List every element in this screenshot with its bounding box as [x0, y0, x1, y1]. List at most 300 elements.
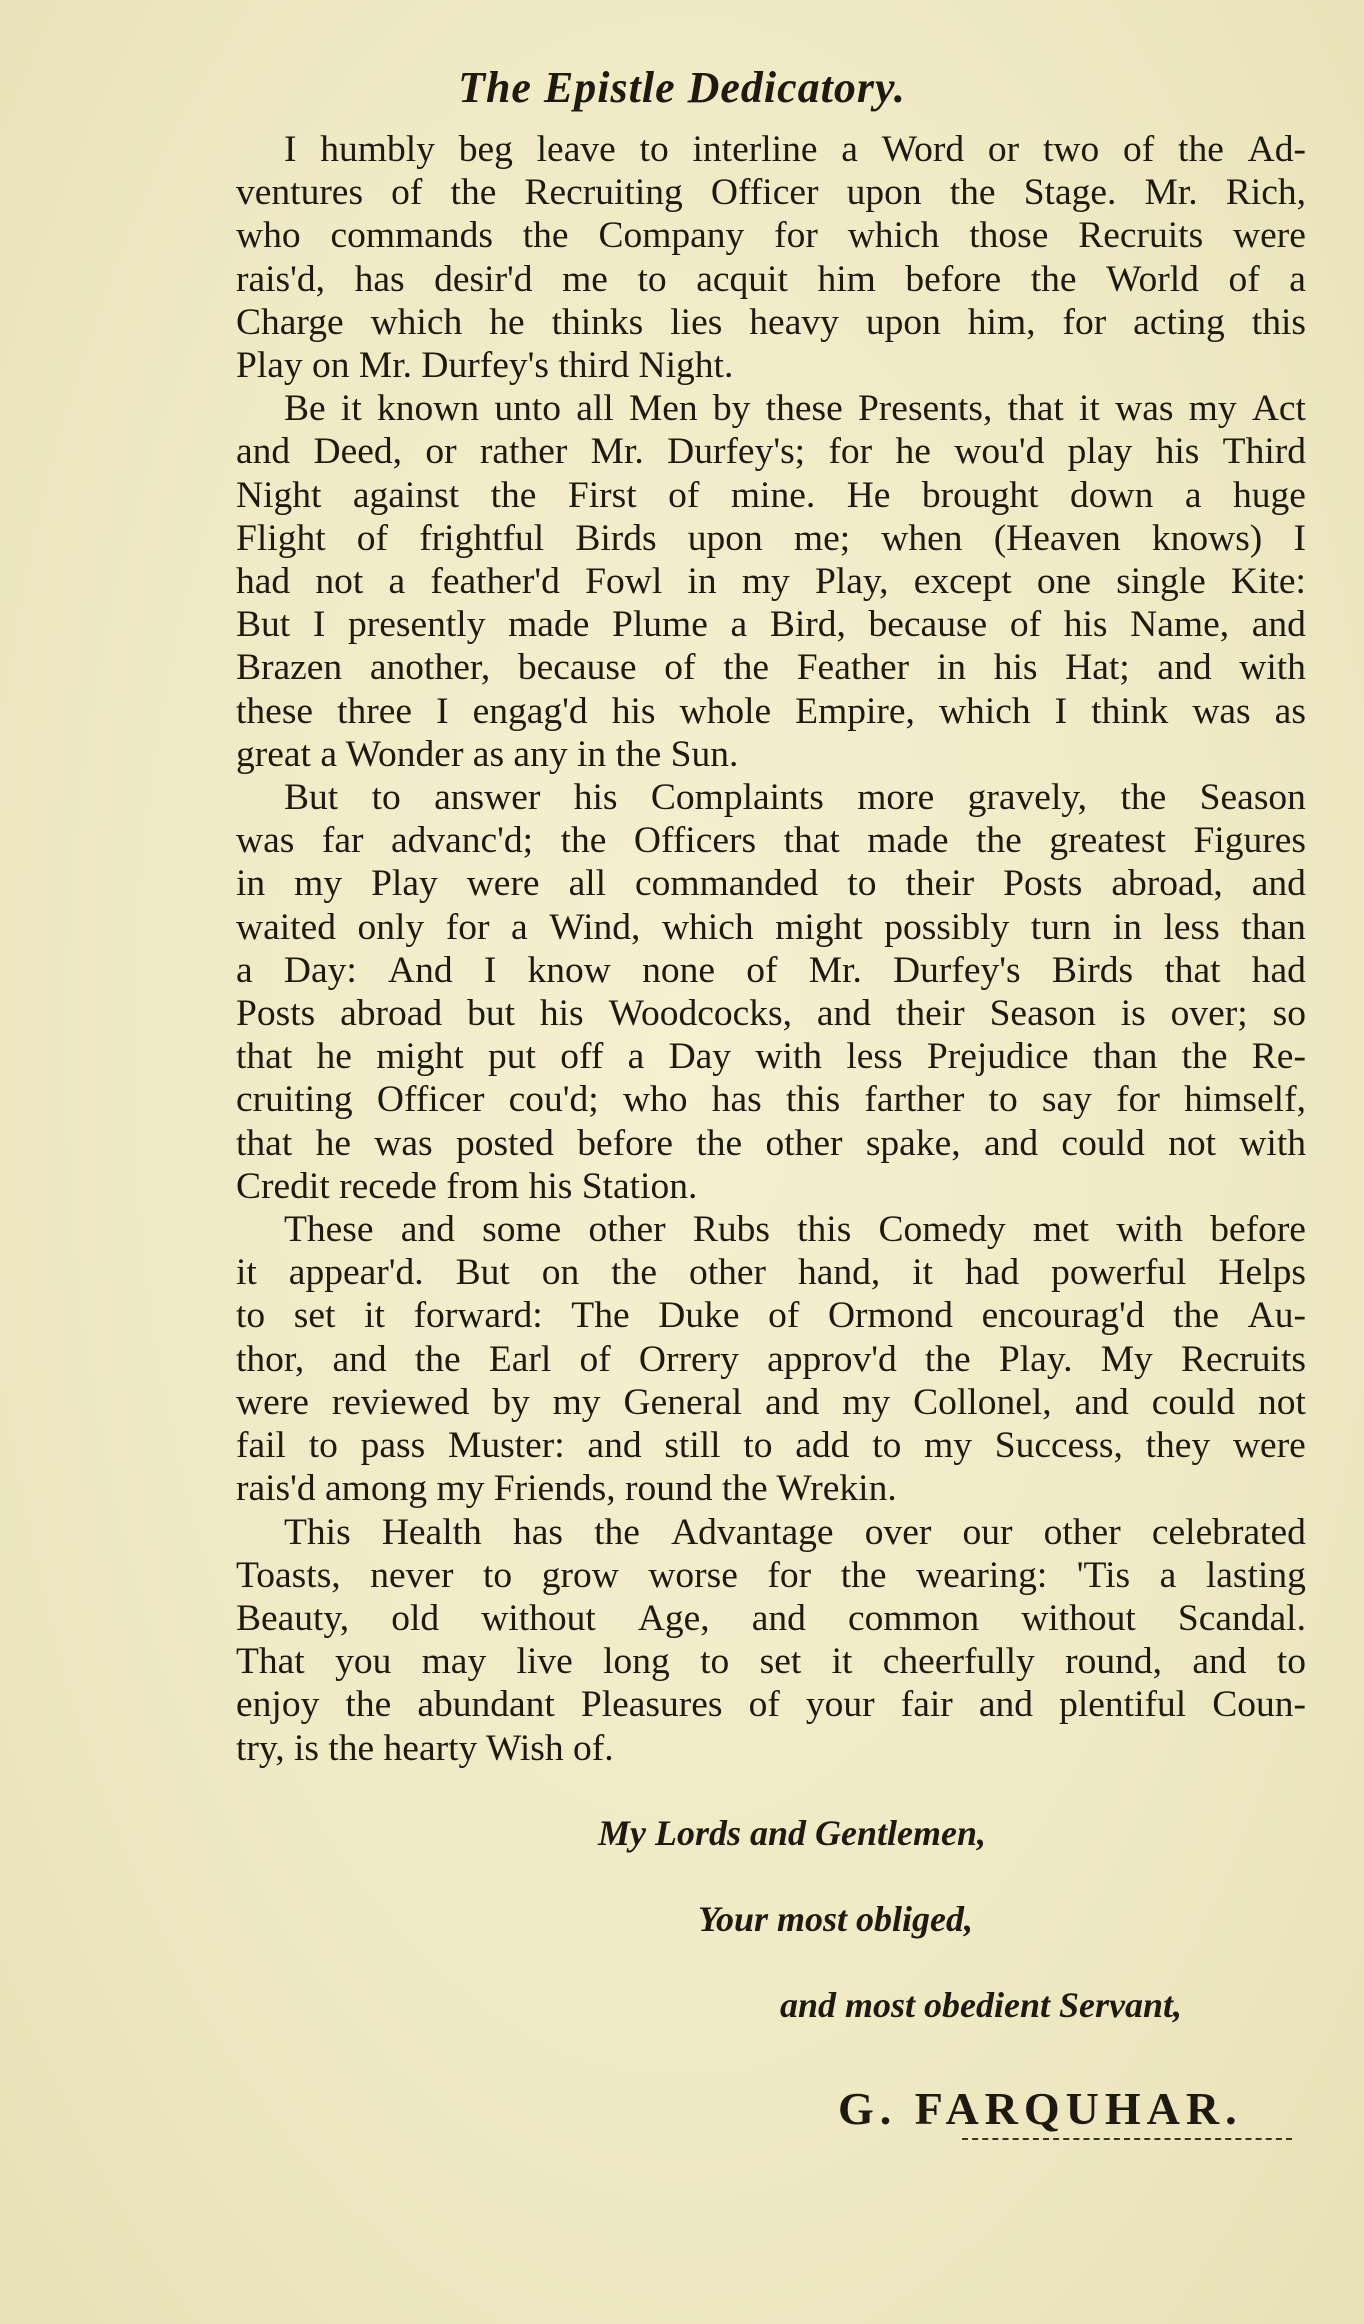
word: Figures — [1193, 820, 1306, 862]
word: because — [517, 647, 637, 689]
word: brought — [921, 474, 1039, 516]
word: Woodcocks, — [608, 993, 792, 1035]
word: Kite: — [1230, 561, 1306, 603]
text-line — [236, 1078, 1306, 1121]
text-line: Play on Mr. Durfey's third Night. — [236, 345, 734, 387]
word: their — [895, 993, 965, 1035]
word: to — [847, 863, 877, 905]
text-line — [236, 1035, 1306, 1078]
text-line — [236, 1511, 1306, 1554]
word: Durfey's; — [667, 431, 806, 473]
word: the — [949, 172, 996, 214]
word: approv'd — [767, 1338, 897, 1380]
word: not — [315, 561, 364, 603]
word: and — [1157, 647, 1212, 689]
word: and — [765, 1381, 820, 1423]
word: Muster: — [448, 1425, 565, 1467]
word: by — [492, 1381, 530, 1423]
word: my — [552, 1381, 601, 1423]
word: engag'd — [472, 690, 588, 732]
word: rather — [479, 431, 568, 473]
word: before — [1210, 1209, 1306, 1251]
word: who — [236, 215, 301, 257]
word: that — [783, 820, 840, 862]
word: none — [642, 949, 715, 991]
word: wearing: — [916, 1554, 1048, 1596]
word: that — [1164, 949, 1221, 991]
text-line — [236, 258, 1306, 301]
word: Au- — [1247, 1295, 1306, 1337]
text-line — [236, 128, 1306, 171]
word: but — [467, 993, 515, 1035]
word: old — [391, 1597, 440, 1639]
word: Empire, — [795, 690, 915, 732]
text-line — [236, 474, 1306, 517]
text-line — [236, 301, 1306, 344]
word: abroad, — [1111, 863, 1223, 905]
word: he — [315, 1122, 351, 1164]
word: a — [1184, 474, 1202, 516]
word: desir'd — [434, 258, 533, 300]
word: possibly — [884, 906, 1010, 948]
word: Posts — [1003, 863, 1083, 905]
word: to — [236, 1295, 266, 1337]
word: 'Tis — [1076, 1554, 1131, 1596]
word: this — [1251, 301, 1306, 343]
text-line: try, is the hearty Wish of. — [236, 1727, 614, 1769]
word: My — [1100, 1338, 1153, 1380]
word: pass — [360, 1425, 426, 1467]
word: by — [712, 388, 751, 430]
word: with — [755, 1036, 823, 1078]
text-line — [236, 517, 1306, 560]
word: a — [511, 906, 528, 948]
closing-line-servant: and most obedient Servant, — [780, 1985, 1183, 2025]
word: Name, — [1130, 604, 1230, 646]
word: abundant — [417, 1684, 555, 1726]
word: less — [846, 1036, 903, 1078]
text-line — [236, 603, 1306, 646]
word: Durfey's — [893, 949, 1021, 991]
text-line — [236, 1381, 1306, 1424]
word: because — [868, 604, 988, 646]
word: frightful — [419, 517, 545, 559]
word: humbly — [320, 129, 435, 170]
word: cheerfully — [882, 1641, 1035, 1683]
text-line — [236, 430, 1306, 473]
text-line — [236, 819, 1306, 862]
word: has — [512, 1511, 563, 1553]
word: it — [912, 1252, 934, 1294]
text-line — [236, 1122, 1306, 1165]
word: of — [1009, 604, 1042, 646]
word: other — [765, 1122, 843, 1164]
word: Fowl — [585, 561, 663, 603]
text-line — [236, 1208, 1306, 1251]
word: has — [354, 258, 405, 300]
word: a — [1289, 258, 1306, 300]
word: off — [560, 1036, 604, 1078]
word: Feather — [796, 647, 910, 689]
word: Collonel, — [913, 1381, 1052, 1423]
word: put — [488, 1036, 536, 1078]
word: Plume — [612, 604, 708, 646]
word: Beauty, — [236, 1597, 350, 1639]
word: the — [560, 820, 607, 862]
word: before — [905, 258, 1002, 300]
word: he — [316, 1036, 352, 1078]
word: only — [357, 906, 425, 948]
word: it — [831, 1641, 853, 1683]
word: was — [1192, 690, 1251, 732]
word: of — [1123, 129, 1155, 170]
word: that — [236, 1122, 293, 1164]
text-line — [236, 214, 1306, 257]
word: he — [895, 431, 931, 473]
word: He — [846, 474, 891, 516]
word: it — [236, 1252, 257, 1294]
word: Scandal. — [1177, 1597, 1306, 1639]
word: for — [1116, 1079, 1160, 1121]
word: not — [1168, 1122, 1216, 1164]
word: than — [1241, 906, 1306, 948]
word: presently — [348, 604, 486, 646]
word: the — [976, 820, 1022, 862]
word: and — [236, 431, 291, 473]
word: mine. — [730, 474, 816, 516]
word: the — [1181, 1036, 1228, 1078]
text-line — [236, 949, 1306, 992]
word: Day: — [283, 949, 357, 991]
word: in — [1112, 906, 1142, 948]
word: Comedy — [878, 1209, 1006, 1251]
word: and — [983, 1122, 1039, 1164]
word: Presents, — [857, 388, 993, 430]
word: my — [842, 1381, 891, 1423]
word: commands — [330, 215, 493, 257]
word: long — [603, 1641, 670, 1683]
word: Success, — [994, 1425, 1123, 1467]
word: Advantage — [671, 1511, 834, 1553]
word: is — [1120, 993, 1146, 1035]
word: were — [1233, 215, 1306, 257]
text-line — [236, 1424, 1306, 1467]
word: worse — [648, 1554, 738, 1596]
word: and — [400, 1209, 455, 1251]
word: and — [978, 1684, 1034, 1726]
word: a — [1159, 1554, 1177, 1596]
word: to — [988, 1079, 1018, 1121]
word: The — [571, 1295, 630, 1337]
word: Orrery — [638, 1338, 739, 1380]
text-line — [236, 1251, 1306, 1294]
word: Flight — [236, 517, 326, 559]
word: farther — [864, 1079, 965, 1121]
text-line — [236, 1294, 1306, 1337]
word: it — [340, 388, 362, 430]
word: in — [936, 647, 967, 689]
word: in — [687, 561, 717, 603]
word: of — [579, 1338, 611, 1380]
word: lasting — [1205, 1554, 1306, 1596]
word: the — [696, 1122, 743, 1164]
word: commanded — [635, 863, 819, 905]
word: knows) — [1151, 517, 1263, 559]
word: more — [857, 777, 935, 819]
word: his — [993, 647, 1038, 689]
word: which — [661, 906, 754, 948]
word: celebrated — [1151, 1511, 1306, 1553]
word: I — [284, 129, 297, 170]
word: they — [1145, 1425, 1211, 1467]
word: the — [414, 1338, 461, 1380]
word: far — [321, 820, 364, 862]
text-line: rais'd among my Friends, round the Wrekin. — [236, 1468, 897, 1510]
word: greatest — [1049, 820, 1166, 862]
word: Rubs — [692, 1209, 770, 1251]
word: my — [741, 561, 790, 603]
word: when — [881, 517, 963, 559]
text-line — [236, 646, 1306, 689]
text-line — [236, 1597, 1306, 1640]
word: Ad- — [1247, 129, 1306, 170]
word: and — [332, 1338, 387, 1380]
word: other — [588, 1209, 666, 1251]
word: except — [913, 561, 1012, 603]
word: a — [730, 604, 748, 646]
word: Toasts, — [236, 1554, 341, 1596]
word: his — [539, 993, 584, 1035]
word: and — [1251, 604, 1306, 646]
word: Recruits — [1078, 215, 1204, 257]
word: live — [516, 1641, 573, 1683]
word: might — [376, 1036, 464, 1078]
word: posted — [455, 1122, 554, 1164]
word: acquit — [696, 258, 788, 300]
word: without — [1021, 1597, 1136, 1639]
word: to — [872, 1425, 902, 1467]
word: of — [356, 517, 389, 559]
word: all — [576, 388, 614, 430]
word: him — [817, 258, 876, 300]
word: might — [775, 906, 863, 948]
word: But — [236, 604, 291, 646]
word: appear'd. — [288, 1252, 424, 1294]
word: down — [1070, 474, 1154, 516]
word: were — [236, 1381, 309, 1423]
word: common — [847, 1597, 980, 1639]
word: know — [527, 949, 611, 991]
word: say — [1041, 1079, 1092, 1121]
word: of — [768, 1295, 800, 1337]
word: answer — [434, 777, 541, 819]
word: Recruiting — [524, 172, 683, 214]
word: Stage. — [1023, 172, 1117, 214]
word: for — [1062, 301, 1107, 343]
word: Be — [284, 388, 326, 430]
word: But — [455, 1252, 510, 1294]
body-text — [236, 128, 1306, 1770]
word: which — [370, 301, 463, 343]
word: were — [1232, 1425, 1306, 1467]
word: the — [490, 474, 537, 516]
word: the — [1030, 258, 1077, 300]
word: Officers — [633, 820, 757, 862]
word: Officer — [710, 172, 819, 214]
word: the — [924, 1338, 971, 1380]
word: powerful — [1051, 1252, 1187, 1294]
word: Company — [598, 215, 745, 257]
word: had — [964, 1252, 1020, 1294]
word: than — [1092, 1036, 1158, 1078]
word: you — [335, 1641, 392, 1683]
word: to — [700, 1641, 730, 1683]
word: lies — [670, 301, 723, 343]
word: could — [1061, 1122, 1145, 1164]
word: Age, — [637, 1597, 710, 1639]
word: which — [938, 690, 1031, 732]
word: for — [445, 906, 490, 948]
word: Duke — [658, 1295, 740, 1337]
closing-line-obliged: Your most obliged, — [698, 1899, 974, 1939]
word: Complaints — [650, 777, 824, 819]
word: I — [436, 690, 449, 732]
word: fail — [236, 1425, 286, 1467]
word: upon — [687, 517, 763, 559]
word: had — [1251, 949, 1306, 991]
word: of — [664, 647, 696, 689]
word: Word — [881, 129, 965, 170]
word: the — [450, 172, 497, 214]
word: to — [371, 777, 401, 819]
word: plentiful — [1059, 1684, 1187, 1726]
word: a — [627, 1036, 645, 1078]
word: the — [345, 1684, 392, 1726]
word: still — [664, 1425, 721, 1467]
word: to — [483, 1554, 513, 1596]
word: known — [376, 388, 480, 430]
word: Ormond — [827, 1295, 953, 1337]
word: a — [388, 561, 406, 603]
word: the — [1178, 129, 1224, 170]
word: himself, — [1184, 1079, 1306, 1121]
word: was — [1115, 388, 1174, 430]
word: whole — [679, 690, 772, 732]
text-line — [236, 1338, 1306, 1381]
word: advanc'd; — [390, 820, 534, 862]
word: a — [841, 129, 858, 170]
word: play — [1067, 431, 1133, 473]
word: with — [1239, 647, 1306, 689]
word: think — [1091, 690, 1169, 732]
word: that — [236, 1036, 293, 1078]
word: fair — [900, 1684, 953, 1726]
word: Deed, — [313, 431, 402, 473]
signature: G. FARQUHAR. — [838, 2083, 1243, 2134]
word: one — [1036, 561, 1091, 603]
word: Birds — [575, 517, 657, 559]
word: or — [987, 129, 1020, 170]
word: rais'd, — [236, 258, 326, 300]
word: his — [1063, 604, 1108, 646]
word: Act — [1251, 388, 1306, 430]
word: these — [236, 690, 314, 732]
word: had — [236, 561, 291, 603]
word: it — [364, 1295, 385, 1337]
word: Mr. — [590, 431, 644, 473]
word: our — [962, 1511, 1013, 1553]
word: Health — [381, 1511, 482, 1553]
word: Night — [236, 474, 322, 516]
word: enjoy — [236, 1684, 320, 1726]
page-header: The Epistle Dedicatory. — [458, 63, 906, 112]
word: for — [767, 1554, 812, 1596]
word: But — [284, 777, 339, 819]
text-line — [236, 992, 1306, 1035]
word: for — [774, 215, 818, 257]
word: forward: — [413, 1295, 543, 1337]
word: that — [1007, 388, 1064, 430]
paragraph — [236, 1208, 1306, 1510]
word: and — [1192, 1641, 1247, 1683]
word: were — [466, 863, 540, 905]
word: of — [668, 474, 700, 516]
word: World — [1106, 258, 1199, 300]
text-line — [236, 1683, 1306, 1726]
word: his — [1155, 431, 1200, 473]
word: of — [748, 1684, 780, 1726]
word: the — [522, 215, 569, 257]
word: thinks — [551, 301, 644, 343]
word: of — [391, 172, 423, 214]
word: feather'd — [430, 561, 560, 603]
word: Earl — [488, 1338, 552, 1380]
word: the — [723, 647, 770, 689]
word: this — [785, 1079, 841, 1121]
word: and — [587, 1425, 642, 1467]
word: to — [639, 129, 669, 170]
word: three — [337, 690, 413, 732]
word: Play — [371, 863, 438, 905]
word: to — [637, 258, 667, 300]
closing-salutation: My Lords and Gentlemen, — [598, 1813, 987, 1853]
word: the — [1120, 777, 1167, 819]
paragraph — [236, 128, 1306, 387]
word: his — [573, 777, 618, 819]
word: Wind, — [549, 906, 641, 948]
text-line — [236, 776, 1306, 819]
word: my — [294, 863, 343, 905]
word: made — [867, 820, 949, 862]
word: Season — [989, 993, 1096, 1035]
word: not — [1258, 1381, 1306, 1423]
word: for — [828, 431, 873, 473]
word: cou'd; — [508, 1079, 599, 1121]
word: a — [236, 949, 253, 991]
word: This — [284, 1511, 351, 1553]
word: (Heaven — [993, 517, 1121, 559]
word: acting — [1133, 301, 1225, 343]
word: which — [847, 215, 940, 257]
word: never — [370, 1554, 454, 1596]
word: some — [482, 1209, 562, 1251]
paragraph — [236, 1511, 1306, 1770]
word: That — [236, 1641, 305, 1683]
text-line — [236, 1554, 1306, 1597]
word: upon — [846, 172, 922, 214]
word: those — [969, 215, 1049, 257]
word: Officer — [376, 1079, 485, 1121]
